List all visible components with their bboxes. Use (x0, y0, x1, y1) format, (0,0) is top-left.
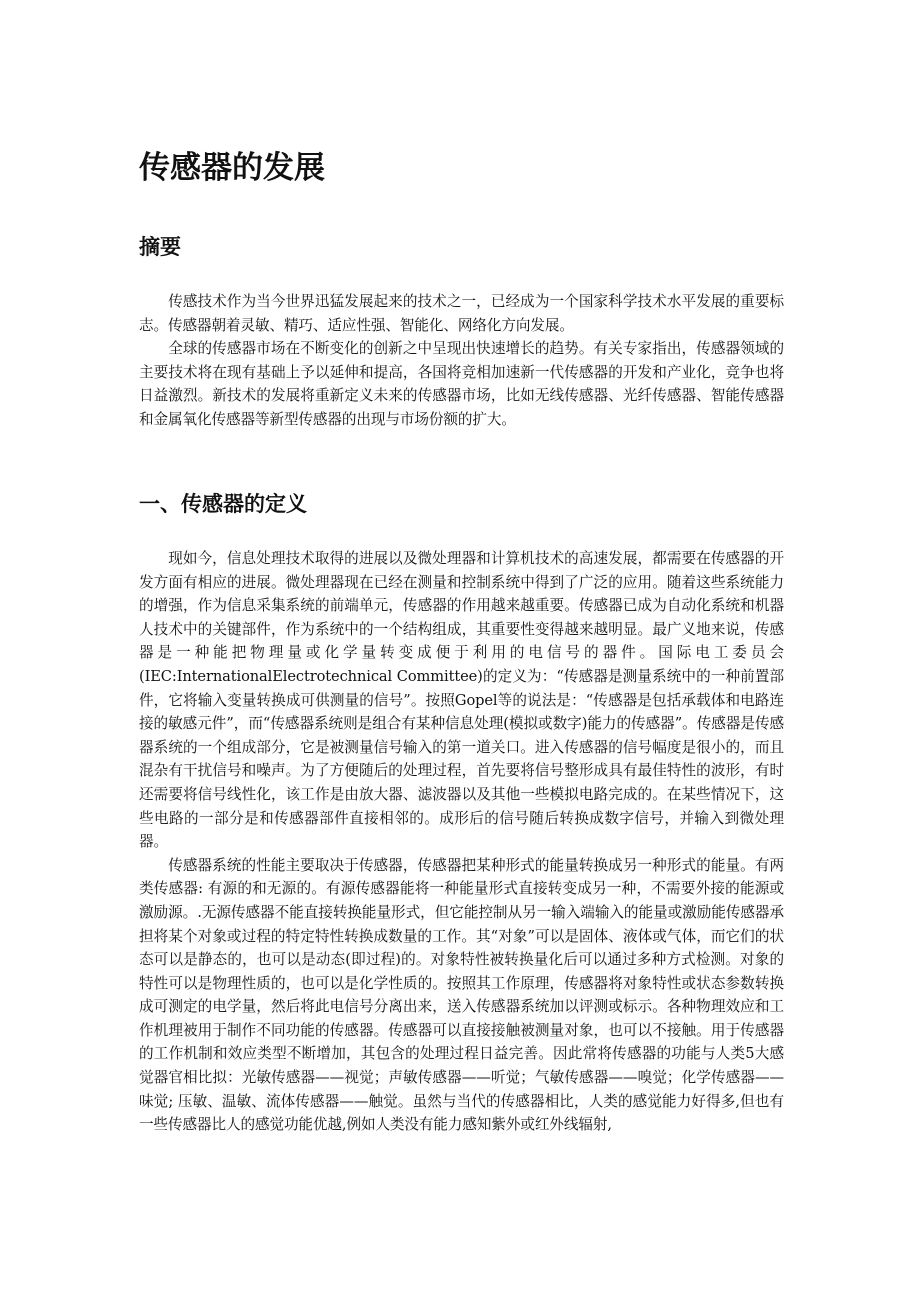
abstract-paragraph: 全球的传感器市场在不断变化的创新之中呈现出快速增长的趋势。有关专家指出，传感器领域的主要技术将在现有基础上予以延伸和提高，各国将竞相加速新一代传感器的开发和产业化，竞争也将日益激烈。新技术的发展将重新定义未来的传感器市场，比如无线传感器、光纤传感器、智能传感器和金属氧化传感器等新型传感器的出现与市场份额的扩大。 (139, 340, 784, 428)
abstract-body (139, 290, 784, 432)
body-paragraph: 现如今，信息处理技术取得的进展以及微处理器和计算机技术的高速发展，都需要在传感器的开发方面有相应的进展。微处理器现在已经在测量和控制系统中得到了广泛的应用。随着这些系统能力的增强，作为信息采集系统的前端单元，传感器的作用越来越重要。传感器已成为自动化系统和机器人技术中的关键部件，作为系统中的一个结构组成，其重要性变得越来越明显。最广义地来说，传感器是一种能把物理量或化学量转变成便于利用的电信号的器件。国际电工委员会(IEC:InternationalElectrotechnical Committee)的定义为：“传感器是测量系统中的一种前置部件，它将输入变量转换成可供测量的信号”。按照Gopel等的说法是：“传感器是包括承载体和电路连接的敏感元件”，而“传感器系统则是组合有某种信息处理(模拟或数字)能力的传感器”。传感器是传感器系统的一个组成部分，它是被测量信号输入的第一道关口。进入传感器的信号幅度是很小的，而且混杂有干扰信号和噪声。为了方便随后的处理过程，首先要将信号整形成具有最佳特性的波形，有时还需要将信号线性化，该工作是由放大器、滤波器以及其他一些模拟电路完成的。在某些情况下，这些电路的一部分是和传感器部件直接相邻的。成形后的信号随后转换成数字信号，并输入到微处理器。 (139, 550, 784, 851)
document-title: 传感器的发展 (139, 150, 325, 186)
abstract-heading: 摘要 (139, 235, 181, 259)
section-heading-definition: 一、传感器的定义 (139, 492, 307, 516)
section-body-definition (139, 547, 784, 1137)
abstract-paragraph: 传感技术作为当今世界迅猛发展起来的技术之一，已经成为一个国家科学技术水平发展的重要标志。传感器朝着灵敏、精巧、适应性强、智能化、网络化方向发展。 (139, 293, 784, 334)
body-paragraph: 传感器系统的性能主要取决于传感器，传感器把某种形式的能量转换成另一种形式的能量。有两类传感器: 有源的和无源的。有源传感器能将一种能量形式直接转变成另一种，不需要外接的能源或激励源。.无源传感器不能直接转换能量形式，但它能控制从另一输入端输入的能量或激励能传感器承担将某个对象或过程的特定特性转换成数量的工作。其“对象”可以是固体、液体或气体，而它们的状态可以是静态的，也可以是动态(即过程)的。对象特性被转换量化后可以通过多种方式检测。对象的特性可以是物理性质的，也可以是化学性质的。按照其工作原理，传感器将对象特性或状态参数转换成可测定的电学量，然后将此电信号分离出来，送入传感器系统加以评测或标示。各种物理效应和工作机理被用于制作不同功能的传感器。传感器可以直接接触被测量对象，也可以不接触。用于传感器的工作机制和效应类型不断增加，其包含的处理过程日益完善。因此常将传感器的功能与人类5大感觉器官相比拟：光敏传感器——视觉；声敏传感器——听觉；气敏传感器——嗅觉；化学传感器——味觉; 压敏、温敏、流体传感器——触觉。虽然与当代的传感器相比，人类的感觉能力好得多,但也有一些传感器比人的感觉功能优越,例如人类没有能力感知紫外或红外线辐射, (139, 856, 784, 1134)
